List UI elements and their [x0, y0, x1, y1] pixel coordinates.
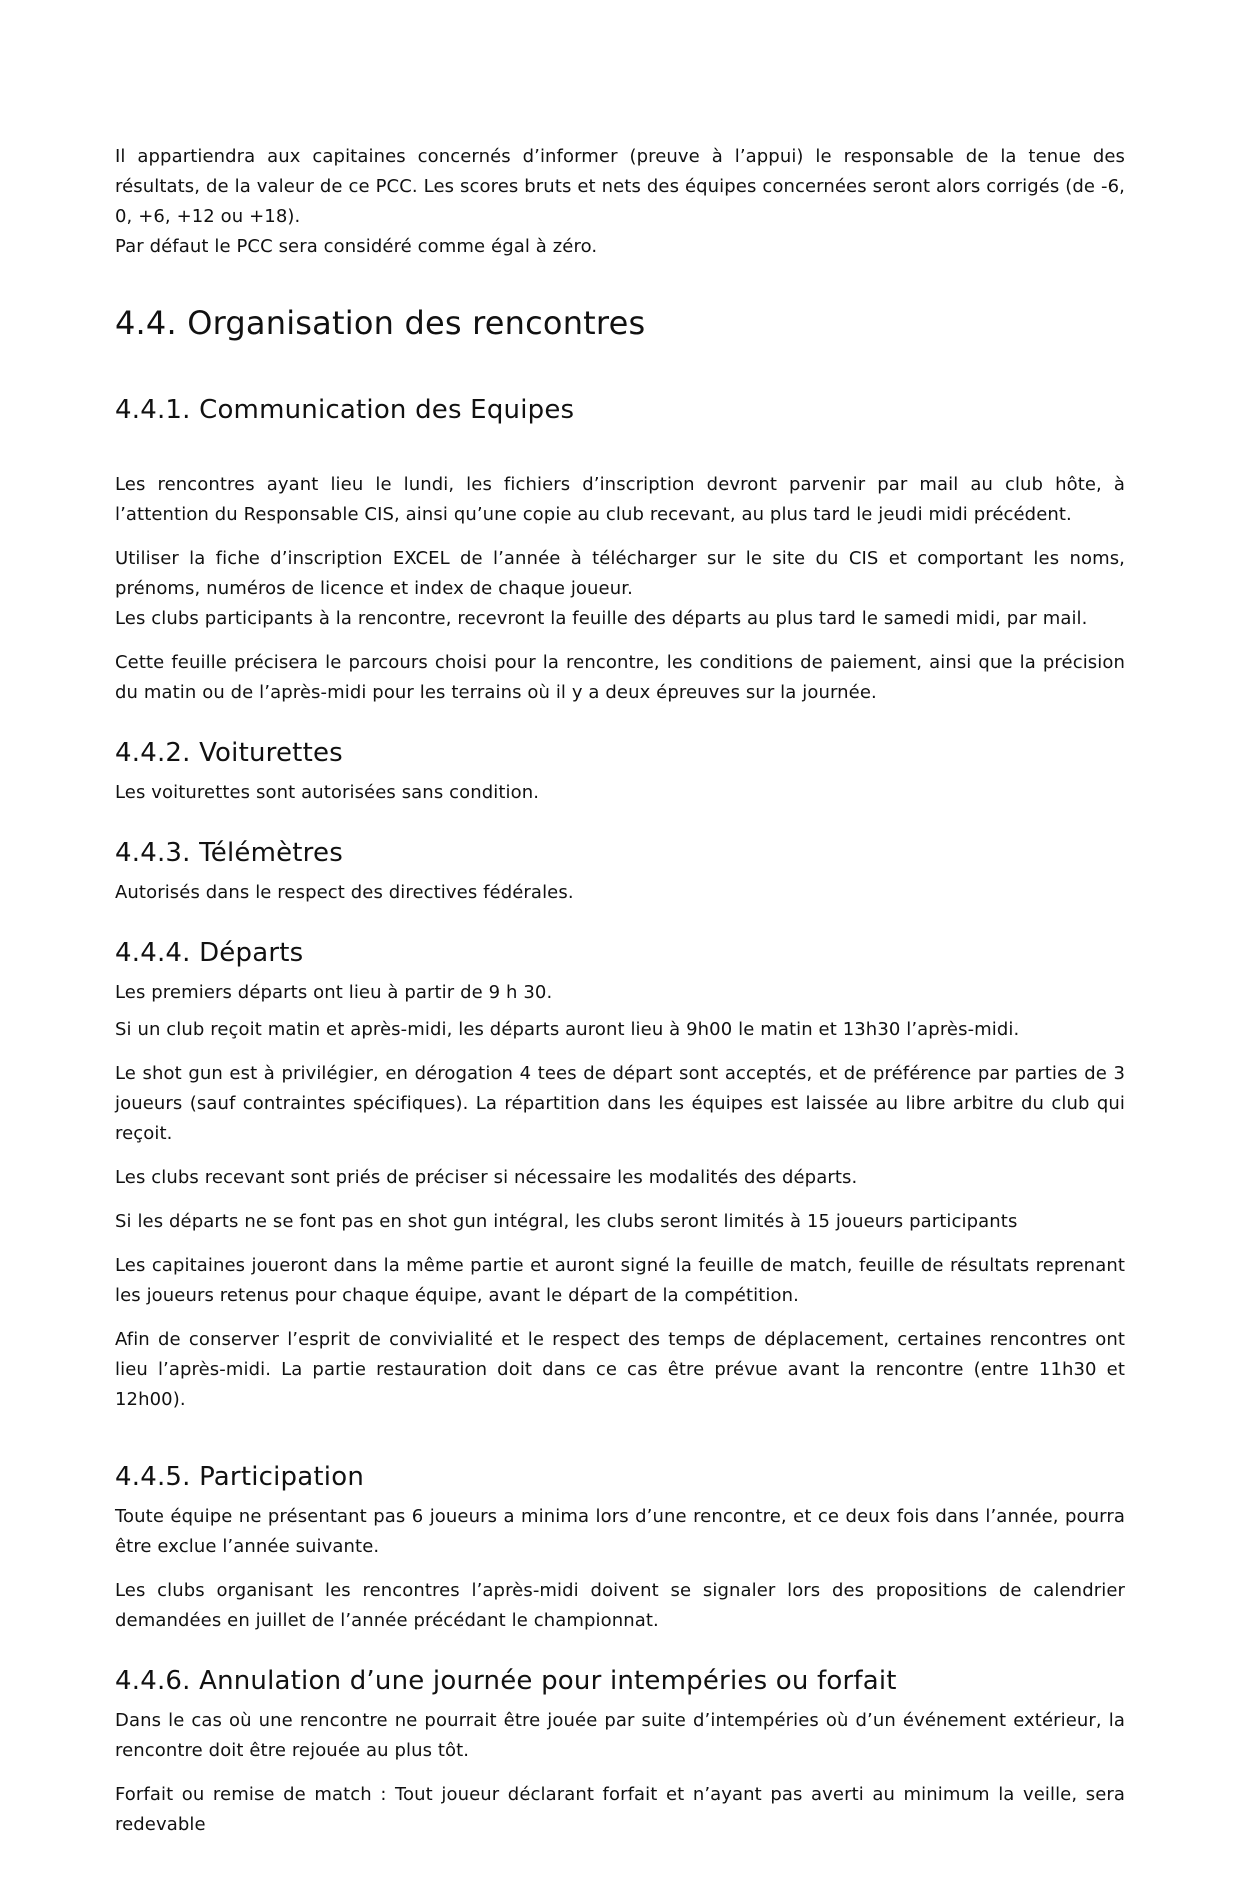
section-title-voiturettes: 4.4.2. Voiturettes: [115, 738, 343, 768]
paragraph-feuille-des-departs: Les clubs participants à la rencontre, recevront la feuille des départs au plus tard le samedi midi, par mail.: [115, 608, 1088, 629]
paragraph-capitaines-feuille-de-match: Les capitaines joueront dans la même partie et auront signé la feuille de match, feuille de résultats reprenant les joueurs retenus pour chaque équipe, avant le départ de la compétition.: [115, 1255, 1125, 1306]
section-title-annulation-journee: 4.4.6. Annulation d’une journée pour intempéries ou forfait: [115, 1666, 897, 1696]
paragraph-voiturettes: Les voiturettes sont autorisées sans condition.: [115, 782, 540, 803]
paragraph-limite-15-joueurs: Si les départs ne se font pas en shot gun intégral, les clubs seront limités à 15 joueurs participants: [115, 1211, 1018, 1232]
paragraph-premiers-departs: Les premiers départs ont lieu à partir de 9 h 30.: [115, 982, 553, 1003]
paragraph-envoi-fichiers-inscription: Les rencontres ayant lieu le lundi, les fichiers d’inscription devront parvenir par mail au club hôte, à l’attention du Responsable CIS, ainsi qu’une copie au club recevant, au plus tard le jeudi midi précédent.: [115, 474, 1125, 525]
paragraph-intemperies-rejouee: Dans le cas où une rencontre ne pourrait être jouée par suite d’intempéries où d’un événement extérieur, la rencontre doit être rejouée au plus tôt.: [115, 1710, 1125, 1761]
paragraph-shot-gun: Le shot gun est à privilégier, en dérogation 4 tees de départ sont acceptés, et de préférence par parties de 3 joueurs (sauf contraintes spécifiques). La répartition dans les équipes est laissée au libre arbitre du club qui reçoit.: [115, 1063, 1125, 1144]
section-title-communication-des-equipes: 4.4.1. Communication des Equipes: [115, 395, 575, 425]
section-title-participation: 4.4.5. Participation: [115, 1462, 364, 1492]
intro-paragraph-continuation: Par défaut le PCC sera considéré comme égal à zéro.: [115, 236, 598, 257]
paragraph-horaires-matin-apres-midi: Si un club reçoit matin et après-midi, les départs auront lieu à 9h00 le matin et 13h30 l’après-midi.: [115, 1019, 1020, 1040]
section-title-departs: 4.4.4. Départs: [115, 938, 304, 968]
paragraph-forfait-remise-de-match: Forfait ou remise de match : Tout joueur déclarant forfait et n’ayant pas averti au minimum la veille, sera redevable: [115, 1784, 1125, 1835]
paragraph-clubs-apres-midi-calendrier: Les clubs organisant les rencontres l’après-midi doivent se signaler lors des propositions de calendrier demandées en juillet de l’année précédant le championnat.: [115, 1580, 1125, 1631]
section-title-telemetres: 4.4.3. Télémètres: [115, 838, 343, 868]
paragraph-fiche-inscription-excel: Utiliser la fiche d’inscription EXCEL de l’année à télécharger sur le site du CIS et comportant les noms, prénoms, numéros de licence et index de chaque joueur.: [115, 548, 1125, 599]
section-title-organisation-des-rencontres: 4.4. Organisation des rencontres: [115, 304, 646, 342]
paragraph-precision-parcours: Cette feuille précisera le parcours choisi pour la rencontre, les conditions de paiement, ainsi que la précision du matin ou de l’après-midi pour les terrains où il y a deux épreuves sur la journée.: [115, 652, 1125, 703]
paragraph-modalites-departs: Les clubs recevant sont priés de préciser si nécessaire les modalités des départs.: [115, 1167, 858, 1188]
intro-paragraph: Il appartiendra aux capitaines concernés d’informer (preuve à l’appui) le responsable de la tenue des résultats, de la valeur de ce PCC. Les scores bruts et nets des équipes concernées seront alors corrigés (de -6, 0, +6, +12 ou +18).: [115, 146, 1125, 227]
paragraph-convivialite-restauration: Afin de conserver l’esprit de convivialité et le respect des temps de déplacement, certaines rencontres ont lieu l’après-midi. La partie restauration doit dans ce cas être prévue avant la rencontre (entre 11h30 et 12h00).: [115, 1329, 1125, 1410]
paragraph-equipe-6-joueurs: Toute équipe ne présentant pas 6 joueurs a minima lors d’une rencontre, et ce deux fois dans l’année, pourra être exclue l’année suivante.: [115, 1506, 1125, 1557]
paragraph-telemetres: Autorisés dans le respect des directives fédérales.: [115, 882, 574, 903]
